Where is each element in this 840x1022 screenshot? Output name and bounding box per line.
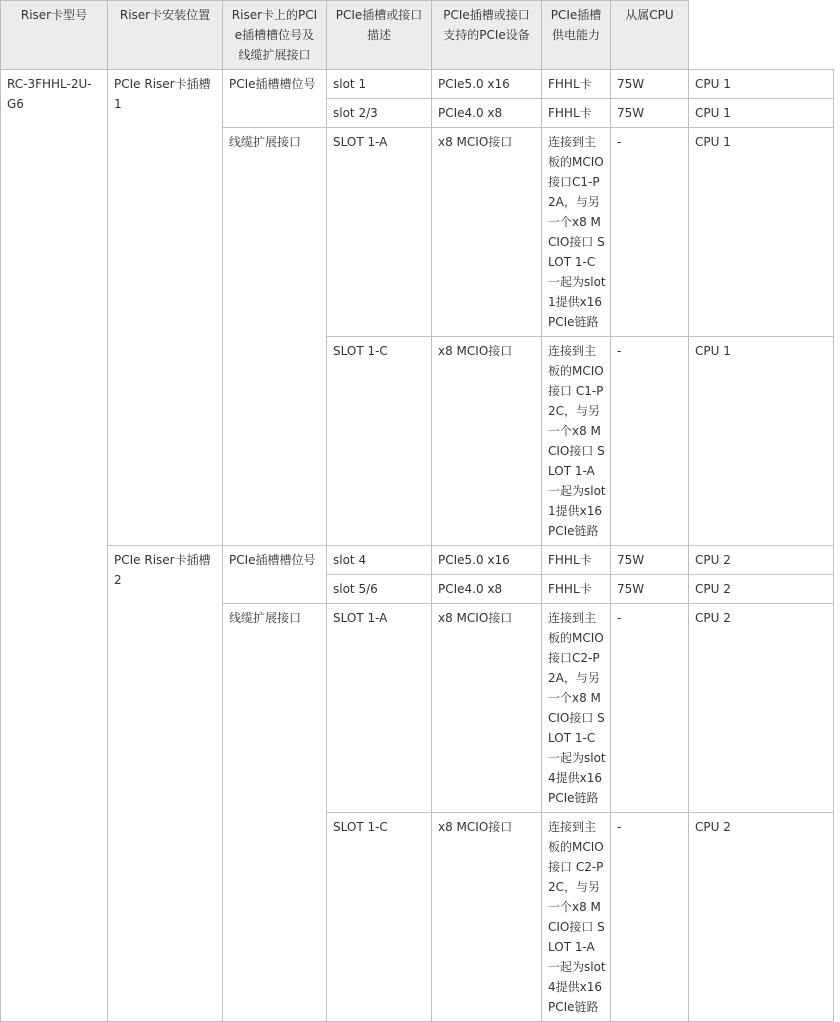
slot-desc-cell: PCIe4.0 x8 (432, 99, 542, 128)
slot-desc-cell: x8 MCIO接口 (432, 128, 542, 337)
device-cell: 连接到主板的MCIO接口C1-P2A，与另一个x8 MCIO接口 SLOT 1-C一起为slot 1提供x16 PCIe链路 (542, 128, 611, 337)
cpu-cell: CPU 2 (689, 813, 834, 1022)
power-cell: 75W (611, 70, 689, 99)
cpu-cell: CPU 1 (689, 70, 834, 99)
slot-desc-cell: x8 MCIO接口 (432, 337, 542, 546)
slot-name-cell: slot 1 (327, 70, 432, 99)
cpu-cell: CPU 2 (689, 604, 834, 813)
install-position-cell: PCIe Riser卡插槽1 (108, 70, 223, 546)
header-supported-devices: PCIe插槽或接口支持的PCIe设备 (432, 1, 542, 70)
cable-type-cell: 线缆扩展接口 (223, 128, 327, 546)
riser-model-cell: RC-3FHHL-2U-G6 (1, 70, 108, 1022)
slot-name-cell: slot 4 (327, 546, 432, 575)
table-body (1, 1, 834, 1022)
cpu-cell: CPU 2 (689, 575, 834, 604)
power-cell: - (611, 604, 689, 813)
device-cell: FHHL卡 (542, 70, 611, 99)
power-cell: - (611, 337, 689, 546)
cpu-cell: CPU 1 (689, 337, 834, 546)
device-cell: 连接到主板的MCIO接口C2-P2A，与另一个x8 MCIO接口 SLOT 1-C一起为slot 4提供x16 PCIe链路 (542, 604, 611, 813)
slot-type-cell: PCIe插槽槽位号 (223, 70, 327, 128)
header-owner-cpu: 从属CPU (611, 1, 689, 70)
slot-name-cell: SLOT 1-C (327, 813, 432, 1022)
header-row (1, 1, 834, 70)
table-row (1, 546, 834, 575)
cpu-cell: CPU 1 (689, 128, 834, 337)
device-cell: FHHL卡 (542, 575, 611, 604)
device-cell: 连接到主板的MCIO 接口 C1-P2C，与另一个x8 MCIO接口 SLOT 1-A一起为slot 1提供x16 PCIe链路 (542, 337, 611, 546)
cable-type-cell: 线缆扩展接口 (223, 604, 327, 1022)
header-slot-and-cable: Riser卡上的PCIe插槽槽位号及线缆扩展接口 (223, 1, 327, 70)
power-cell: 75W (611, 546, 689, 575)
device-cell: FHHL卡 (542, 99, 611, 128)
header-power-capacity: PCIe插槽供电能力 (542, 1, 611, 70)
cpu-cell: CPU 1 (689, 99, 834, 128)
device-cell: FHHL卡 (542, 546, 611, 575)
slot-name-cell: SLOT 1-A (327, 604, 432, 813)
slot-desc-cell: x8 MCIO接口 (432, 813, 542, 1022)
power-cell: 75W (611, 575, 689, 604)
header-install-position: Riser卡安装位置 (108, 1, 223, 70)
slot-name-cell: SLOT 1-A (327, 128, 432, 337)
cpu-cell: CPU 2 (689, 546, 834, 575)
slot-name-cell: SLOT 1-C (327, 337, 432, 546)
slot-desc-cell: x8 MCIO接口 (432, 604, 542, 813)
slot-desc-cell: PCIe4.0 x8 (432, 575, 542, 604)
power-cell: - (611, 128, 689, 337)
header-riser-model: Riser卡型号 (1, 1, 108, 70)
power-cell: 75W (611, 99, 689, 128)
power-cell: - (611, 813, 689, 1022)
slot-desc-cell: PCIe5.0 x16 (432, 546, 542, 575)
slot-name-cell: slot 2/3 (327, 99, 432, 128)
header-slot-description: PCIe插槽或接口描述 (327, 1, 432, 70)
install-position-cell: PCIe Riser卡插槽2 (108, 546, 223, 1022)
table-row (1, 70, 834, 99)
slot-name-cell: slot 5/6 (327, 575, 432, 604)
slot-type-cell: PCIe插槽槽位号 (223, 546, 327, 604)
slot-desc-cell: PCIe5.0 x16 (432, 70, 542, 99)
device-cell: 连接到主板的MCIO 接口 C2-P2C，与另一个x8 MCIO接口 SLOT 1-A一起为slot 4提供x16 PCIe链路 (542, 813, 611, 1022)
